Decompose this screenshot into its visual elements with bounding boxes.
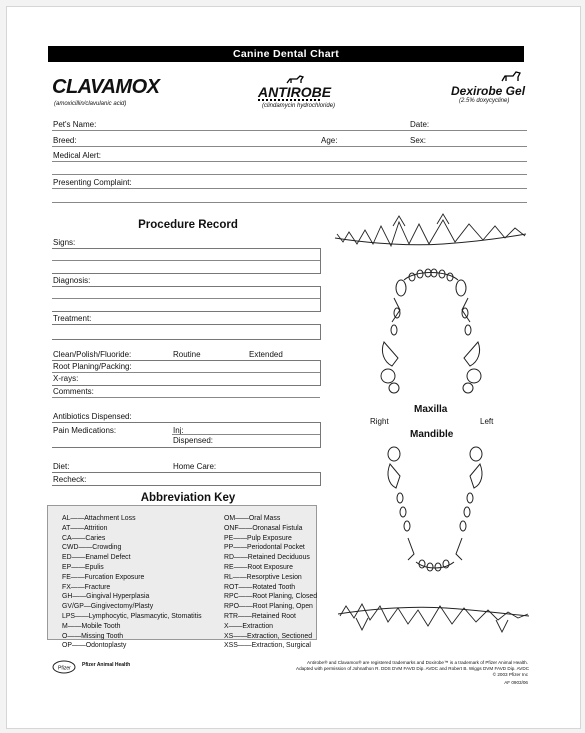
abbreviation-item: OP——Odontoplasty [62,642,127,650]
abbreviation-item: FE——Furcation Exposure [62,573,145,581]
home-care-label: Home Care: [173,462,217,471]
antirobe-logo: ANTIROBE [258,84,332,100]
maxilla-label: Maxilla [414,404,448,415]
inj-line[interactable] [172,434,320,435]
abbreviation-item: RPO——Root Planing, Open [224,603,313,611]
abbreviation-item: ED——Enamel Defect [62,554,131,562]
abbreviation-item: RE——Root Exposure [224,563,293,571]
pets-name-line[interactable] [52,130,527,131]
maxilla-occlusal-diagram [370,268,492,396]
clavamox-subtitle: (amoxicillin/clavulanic acid) [54,101,127,107]
date-label: Date: [410,120,430,129]
chart-title: Canine Dental Chart [48,46,524,62]
abbreviation-item: RL——Resorptive Lesion [224,573,302,581]
presenting-complaint-label: Presenting Complaint: [53,178,132,187]
root-planing-label: Root Planing/Packing: [53,362,132,371]
sex-label: Sex: [410,136,427,145]
signs-label: Signs: [53,238,76,247]
treatment-label: Treatment: [53,314,92,323]
procedure-record-title: Procedure Record [138,219,238,231]
clavamox-logo: CLAVAMOX [52,76,160,98]
dog-logo-icon [285,74,305,84]
antirobe-subtitle: (clindamycin hydrochloride) [262,103,336,109]
abbreviation-item: XSS——Extraction, Surgical [224,642,311,650]
medical-alert-label: Medical Alert: [53,151,102,160]
abbreviation-item: ROT——Rotated Tooth [224,583,296,591]
abbreviation-item: XS——Extraction, Sectioned [224,632,313,640]
dispensed-label: Dispensed: [173,436,214,445]
abbreviation-item: CA——Caries [62,534,106,542]
signs-line[interactable] [52,260,320,261]
abbreviation-item: RD——Retained Deciduous [224,554,310,562]
root-planing-line[interactable] [52,372,320,373]
signs-box[interactable] [52,248,321,274]
legal-line: Antirobe® and Clavamox® are registered trademarks and Doxirobe™ is a trademark of Pfizer Animal Health. [307,660,528,665]
abbreviation-list-right [224,514,317,651]
abbreviation-item: ONF——Oronasal Fistula [224,524,303,532]
recheck-label: Recheck: [53,475,87,484]
mandible-lateral-diagram [336,600,531,636]
abbreviation-item: FX——Fracture [62,583,111,591]
abbreviation-key-box [47,505,318,650]
xrays-label: X-rays: [53,374,79,383]
abbreviation-list-left [62,514,202,651]
blank-line[interactable] [52,174,527,175]
abbreviation-item: M——Mobile Tooth [62,622,121,630]
abbreviation-item: CWD——Crowding [62,544,122,552]
clean-polish-label: Clean/Polish/Fluoride: [53,350,132,359]
comments-label: Comments: [53,387,94,396]
abbreviation-item: RTR——Retained Root [224,612,296,620]
comments-line[interactable] [52,397,320,398]
abbreviation-key-title: Abbreviation Key [140,492,236,504]
abbreviation-item: RPC——Root Planing, Closed [224,593,318,601]
routine-option[interactable]: Routine [173,350,201,359]
breed-label: Breed: [53,136,77,145]
company-name: Pfizer Animal Health [82,662,131,668]
diagnosis-box[interactable] [52,286,321,312]
recheck-box[interactable] [52,472,321,486]
diagnosis-line[interactable] [52,298,320,299]
inj-label: Inj: [173,426,184,435]
abbreviation-item: O——Missing Tooth [62,632,124,640]
form-code: AF 0903/06 [504,680,528,685]
abbreviation-item: OM——Oral Mass [224,515,281,522]
mandible-occlusal-diagram [380,446,490,574]
antirobe-underline [258,99,320,101]
diagnosis-label: Diagnosis: [53,276,91,285]
maxilla-lateral-diagram [333,214,528,250]
extended-option[interactable]: Extended [249,350,283,359]
abbreviation-item: LPS——Lymphocytic, Plasmacytic, Stomatitis [62,612,202,620]
legal-line: © 2003 Pfizer Inc [492,672,528,677]
pfizer-animal-health-block [82,662,130,668]
abbreviation-item: GH——Gingival Hyperplasia [62,593,150,601]
diet-label: Diet: [53,462,70,471]
presenting-complaint-line[interactable] [52,188,527,189]
svg-text:Pfizer: Pfizer [58,665,71,672]
pfizer-logo-icon [52,660,76,674]
left-label: Left [480,417,494,426]
blank-line[interactable] [52,202,527,203]
pets-name-label: Pet's Name: [53,120,97,129]
abbreviation-item: AL——Attachment Loss [62,515,136,522]
doxirobe-logo: Dexirobe Gel [451,84,526,98]
abbreviation-item: EP——Epulis [62,563,104,571]
breed-line[interactable] [52,146,527,147]
abbreviation-item: GV/GP—Gingivectomy/Plasty [62,603,154,611]
abbreviation-item: X——Extraction [224,622,274,630]
age-label: Age: [321,136,338,145]
abbreviation-item: AT——Attrition [62,524,108,532]
treatment-box[interactable] [52,324,321,340]
abbreviation-item: PP——Periodontal Pocket [224,544,305,552]
pain-medications-label: Pain Medications: [53,426,117,435]
legal-line: Adapted with permission of Johnathon R. DDS DVM FAVD Dip. AVDC and Robert B. Wiggs DVM FAVD Dip. AVDC [296,666,530,671]
antibiotics-label: Antibiotics Dispensed: [53,412,132,421]
dog-logo-icon [500,70,522,82]
mandible-label: Mandible [410,429,454,440]
abbreviation-item: PE——Pulp Exposure [224,534,292,542]
right-label: Right [370,417,389,426]
footer-legal [296,660,528,686]
doxirobe-subtitle: (2.5% doxycycline) [459,98,510,104]
medical-alert-line[interactable] [52,161,527,162]
